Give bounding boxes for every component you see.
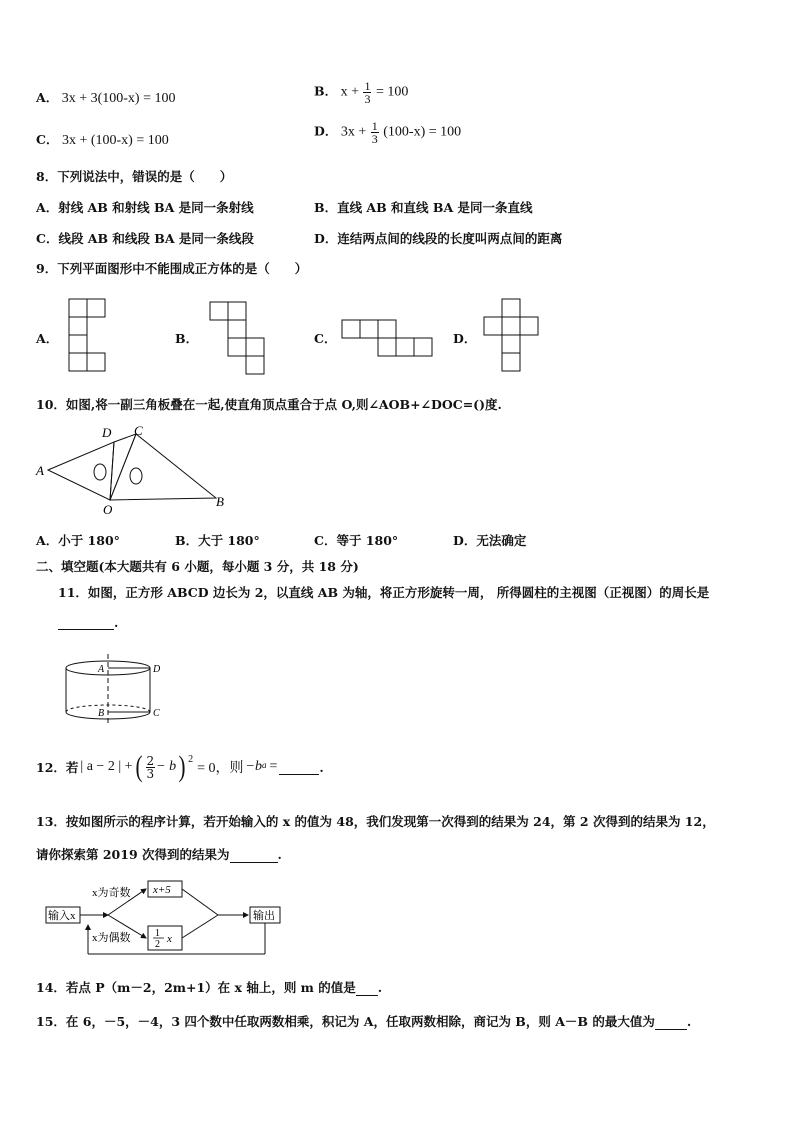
q10-option-c: C．等于 180°: [314, 533, 399, 548]
fraction-one-third: $\frac{1}{3}$: [371, 119, 378, 146]
q8-option-a: A．射线 AB 和射线 BA 是同一条射线: [36, 200, 254, 215]
q9-label-b: B．: [175, 331, 199, 346]
point-label-a: A: [98, 664, 105, 675]
cube-net-a: [60, 292, 120, 382]
q8-option-b: B．直线 AB 和直线 BA 是同一条直线: [314, 200, 533, 215]
flow-half-var: x: [167, 933, 172, 945]
point-label-d: D: [102, 425, 112, 440]
cylinder-figure: [58, 650, 168, 730]
q7-option-d: D． 3x + $\frac{1}{3}$ (100-x) = 100: [314, 119, 462, 146]
point-label-b: B: [98, 708, 105, 719]
point-label-d: D: [153, 664, 161, 675]
q10-option-b: B．大于 180°: [175, 533, 260, 548]
q7-option-b: B． x + $\frac{1}{3}$ = 100: [314, 79, 409, 106]
q15-stem: 15．在 6，－5，－4，3 四个数中任取两数相乘，积记为 A，任取两数相除，商记为 B，则 A－B 的最大值为 .: [36, 1014, 692, 1029]
section-heading-fill-in: 二、填空题(本大题共有 6 小题，每小题 3 分，共 18 分): [36, 559, 359, 574]
triangle-rulers-figure: [30, 420, 240, 520]
q7-option-c: C． 3x + (100-x) = 100: [36, 132, 169, 148]
q13-stem-line1: 13．按如图所示的程序计算，若开始输入的 x 的值为 48，我们发现第一次得到的结果为 24，第 2 次得到的结果为 12，: [36, 814, 715, 829]
fraction-two-thirds: $\frac{2}{3}$: [146, 753, 155, 781]
point-label-o: O: [103, 502, 113, 517]
point-label-c: C: [153, 708, 160, 719]
q9-label-a: A．: [36, 331, 59, 346]
cube-net-b: [200, 292, 280, 382]
q12-stem: 12．若 | a − 2 | + ( $\frac{2}{3}$ − b ) 2 = 0，则 −b a = .: [36, 750, 324, 783]
point-label-c: C: [134, 423, 143, 438]
q11-answer-blank: .: [58, 615, 118, 630]
cube-net-c: [336, 312, 446, 362]
flow-plus-five: x+5: [153, 884, 171, 896]
q9-label-c: C．: [314, 331, 337, 346]
flow-output: 输出: [253, 910, 275, 922]
flow-even-label: x为偶数: [92, 932, 131, 944]
q13-stem-line2: 请你探索第 2019 次得到的结果为 .: [36, 847, 282, 862]
program-flowchart: [40, 874, 300, 958]
q9-stem: 9．下列平面图形中不能围成正方体的是（ ）: [36, 261, 308, 276]
cube-net-d: [475, 292, 555, 382]
point-label-a: A: [36, 463, 44, 478]
flow-odd-label: x为奇数: [92, 887, 131, 899]
q8-option-d: D．连结两点间的线段的长度叫两点间的距离: [314, 231, 563, 246]
fraction-one-third: $\frac{1}{3}$: [364, 79, 371, 106]
q8-stem: 8．下列说法中，错误的是（ ）: [36, 169, 233, 184]
q7-option-a: A． 3x + 3(100-x) = 100: [36, 90, 176, 106]
q14-stem: 14．若点 P（m－2，2m+1）在 x 轴上，则 m 的值是 .: [36, 980, 383, 995]
q10-stem: 10．如图,将一副三角板叠在一起,使直角顶点重合于点 O,则∠AOB+∠DOC=()度.: [36, 397, 502, 412]
flow-half-num: 1: [155, 928, 160, 939]
flow-input: 输入x: [48, 910, 76, 922]
flow-half-den: 2: [155, 939, 160, 950]
q11-stem: 11．如图，正方形 ABCD 边长为 2，以直线 AB 为轴，将正方形旋转一周， 所得圆柱的主视图（正视图）的周长是: [58, 585, 710, 600]
q9-label-d: D．: [453, 331, 477, 346]
point-label-b: B: [216, 494, 224, 509]
q10-option-d: D．无法确定: [453, 533, 527, 548]
q8-option-c: C．线段 AB 和线段 BA 是同一条线段: [36, 231, 254, 246]
q10-option-a: A．小于 180°: [36, 533, 120, 548]
